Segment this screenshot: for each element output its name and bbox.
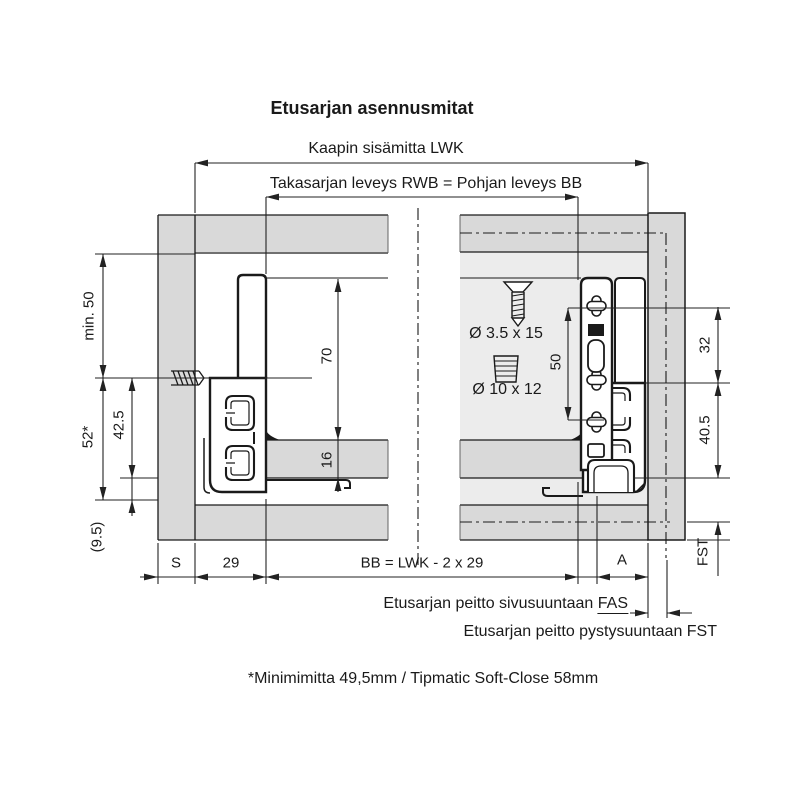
dim-label-32: 32 xyxy=(696,336,714,354)
dim-label-29: 29 xyxy=(222,554,240,572)
footnote: *Minimimitta 49,5mm / Tipmatic Soft-Close 58mm xyxy=(247,670,599,687)
dim-label-40-5: 40.5 xyxy=(696,415,714,445)
page-title: Etusarjan asennusmitat xyxy=(270,98,474,118)
dim-label-rear-width: Takasarjan leveys RWB = Pohjan leveys BB xyxy=(269,175,583,192)
dim-label-cabinet-inner-width: Kaapin sisämitta LWK xyxy=(308,140,464,157)
dim-label-9-5: (9.5) xyxy=(88,521,106,553)
label-screw-size: Ø 3.5 x 15 xyxy=(469,325,543,342)
note-fas-term: FAS xyxy=(597,595,628,612)
dim-label-fst-vertical: FST xyxy=(694,537,712,567)
dim-label-min50: min. 50 xyxy=(80,291,98,341)
bracket-capsule-slot xyxy=(588,340,604,372)
label-dowel-size: Ø 10 x 12 xyxy=(472,381,542,398)
dim-label-a: A xyxy=(616,551,628,569)
note-fas-prefix: Etusarjan peitto sivusuuntaan xyxy=(383,595,598,612)
note-fst xyxy=(464,624,717,640)
dim-label-bb: BB = LWK - 2 x 29 xyxy=(360,554,484,572)
dim-label-s: S xyxy=(170,554,182,572)
bracket-latch-block xyxy=(588,324,604,336)
bracket-square-hole xyxy=(588,444,604,457)
dim-label-70: 70 xyxy=(318,347,336,365)
drawer-bottom-right xyxy=(460,440,583,478)
dim-label-42-5: 42.5 xyxy=(110,410,128,440)
dim-label-16: 16 xyxy=(318,451,336,469)
note-fst-term: FST xyxy=(686,623,717,640)
cabinet-right-section xyxy=(460,213,685,540)
note-fst-prefix: Etusarjan peitto pystysuuntaan xyxy=(463,623,687,640)
dim-label-50: 50 xyxy=(547,353,565,371)
dim-label-52: 52* xyxy=(79,425,97,449)
fillet-left xyxy=(266,430,280,440)
note-fas xyxy=(383,596,628,612)
